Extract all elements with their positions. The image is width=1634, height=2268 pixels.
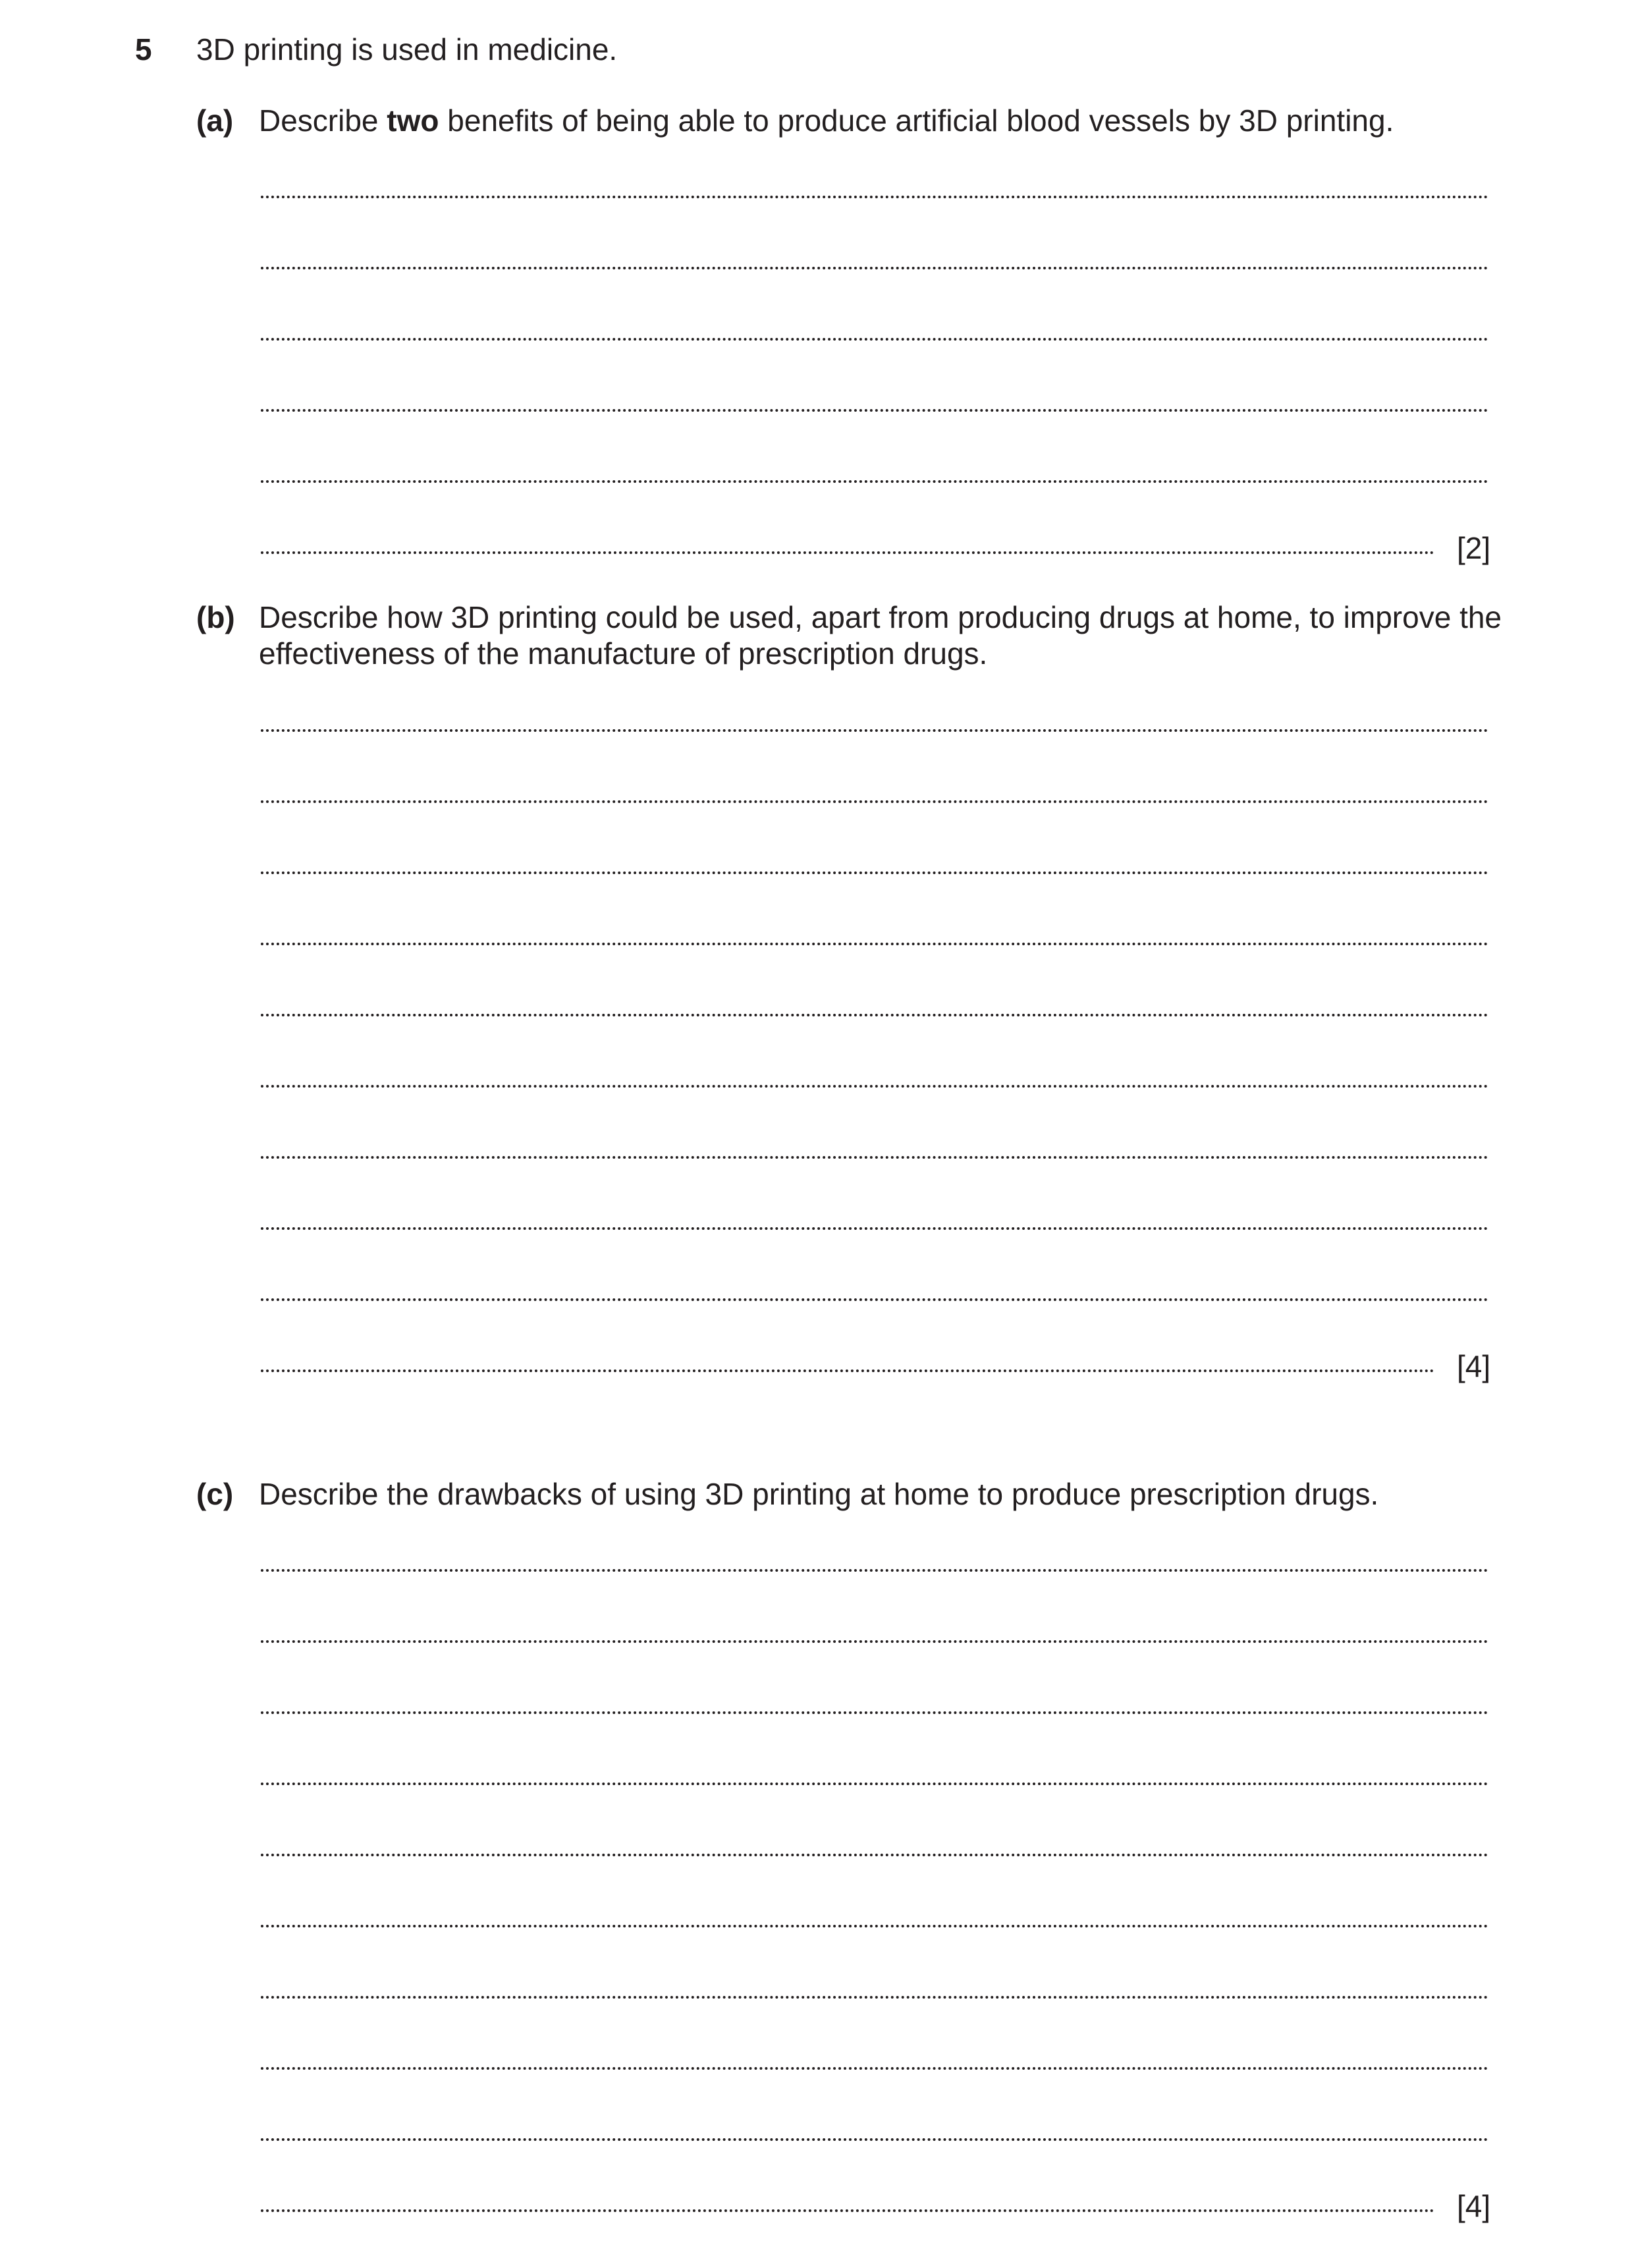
- answer-line-a-1[interactable]: [261, 196, 1488, 198]
- answer-line-b-3[interactable]: [261, 871, 1488, 874]
- question-number: 5: [135, 32, 152, 67]
- answer-line-a-6[interactable]: [261, 551, 1434, 554]
- answer-line-b-9[interactable]: [261, 1298, 1488, 1301]
- answer-line-a-4[interactable]: [261, 409, 1488, 412]
- answer-line-c-7[interactable]: [261, 1996, 1488, 1999]
- answer-line-c-2[interactable]: [261, 1640, 1488, 1643]
- part-b-question-line-1: Describe how 3D printing could be used, apart from producing drugs at home, to improve the: [259, 600, 1502, 634]
- answer-line-c-8[interactable]: [261, 2067, 1488, 2070]
- part-c-marks: [4]: [1457, 2189, 1491, 2223]
- answer-line-a-2[interactable]: [261, 267, 1488, 269]
- part-b-label: (b): [196, 600, 235, 634]
- part-a-text-bold: two: [387, 103, 439, 138]
- answer-line-c-9[interactable]: [261, 2138, 1488, 2141]
- part-c-question: Describe the drawbacks of using 3D printing at home to produce prescription drugs.: [259, 1477, 1379, 1511]
- part-a-label: (a): [196, 103, 234, 138]
- answer-line-b-10[interactable]: [261, 1369, 1434, 1372]
- part-a-text-before: Describe: [259, 103, 387, 138]
- answer-line-c-6[interactable]: [261, 1925, 1488, 1927]
- part-b-marks: [4]: [1457, 1349, 1491, 1383]
- answer-line-c-1[interactable]: [261, 1569, 1488, 1572]
- part-c-label: (c): [196, 1477, 234, 1511]
- answer-line-b-5[interactable]: [261, 1014, 1488, 1016]
- answer-line-a-3[interactable]: [261, 338, 1488, 341]
- answer-line-c-4[interactable]: [261, 1783, 1488, 1785]
- part-a-text-after: benefits of being able to produce artificial blood vessels by 3D printing.: [439, 103, 1394, 138]
- answer-line-b-4[interactable]: [261, 943, 1488, 945]
- answer-line-b-6[interactable]: [261, 1085, 1488, 1088]
- answer-line-b-8[interactable]: [261, 1227, 1488, 1230]
- answer-line-b-7[interactable]: [261, 1156, 1488, 1159]
- answer-line-c-10[interactable]: [261, 2209, 1434, 2212]
- part-b-question-line-2: effectiveness of the manufacture of prescription drugs.: [259, 636, 988, 671]
- question-stem: 3D printing is used in medicine.: [196, 32, 618, 67]
- part-a-question: [259, 103, 1394, 138]
- answer-line-b-2[interactable]: [261, 800, 1488, 803]
- answer-line-b-1[interactable]: [261, 729, 1488, 732]
- answer-line-a-5[interactable]: [261, 480, 1488, 483]
- part-a-marks: [2]: [1457, 531, 1491, 565]
- answer-line-c-5[interactable]: [261, 1854, 1488, 1856]
- answer-line-c-3[interactable]: [261, 1711, 1488, 1714]
